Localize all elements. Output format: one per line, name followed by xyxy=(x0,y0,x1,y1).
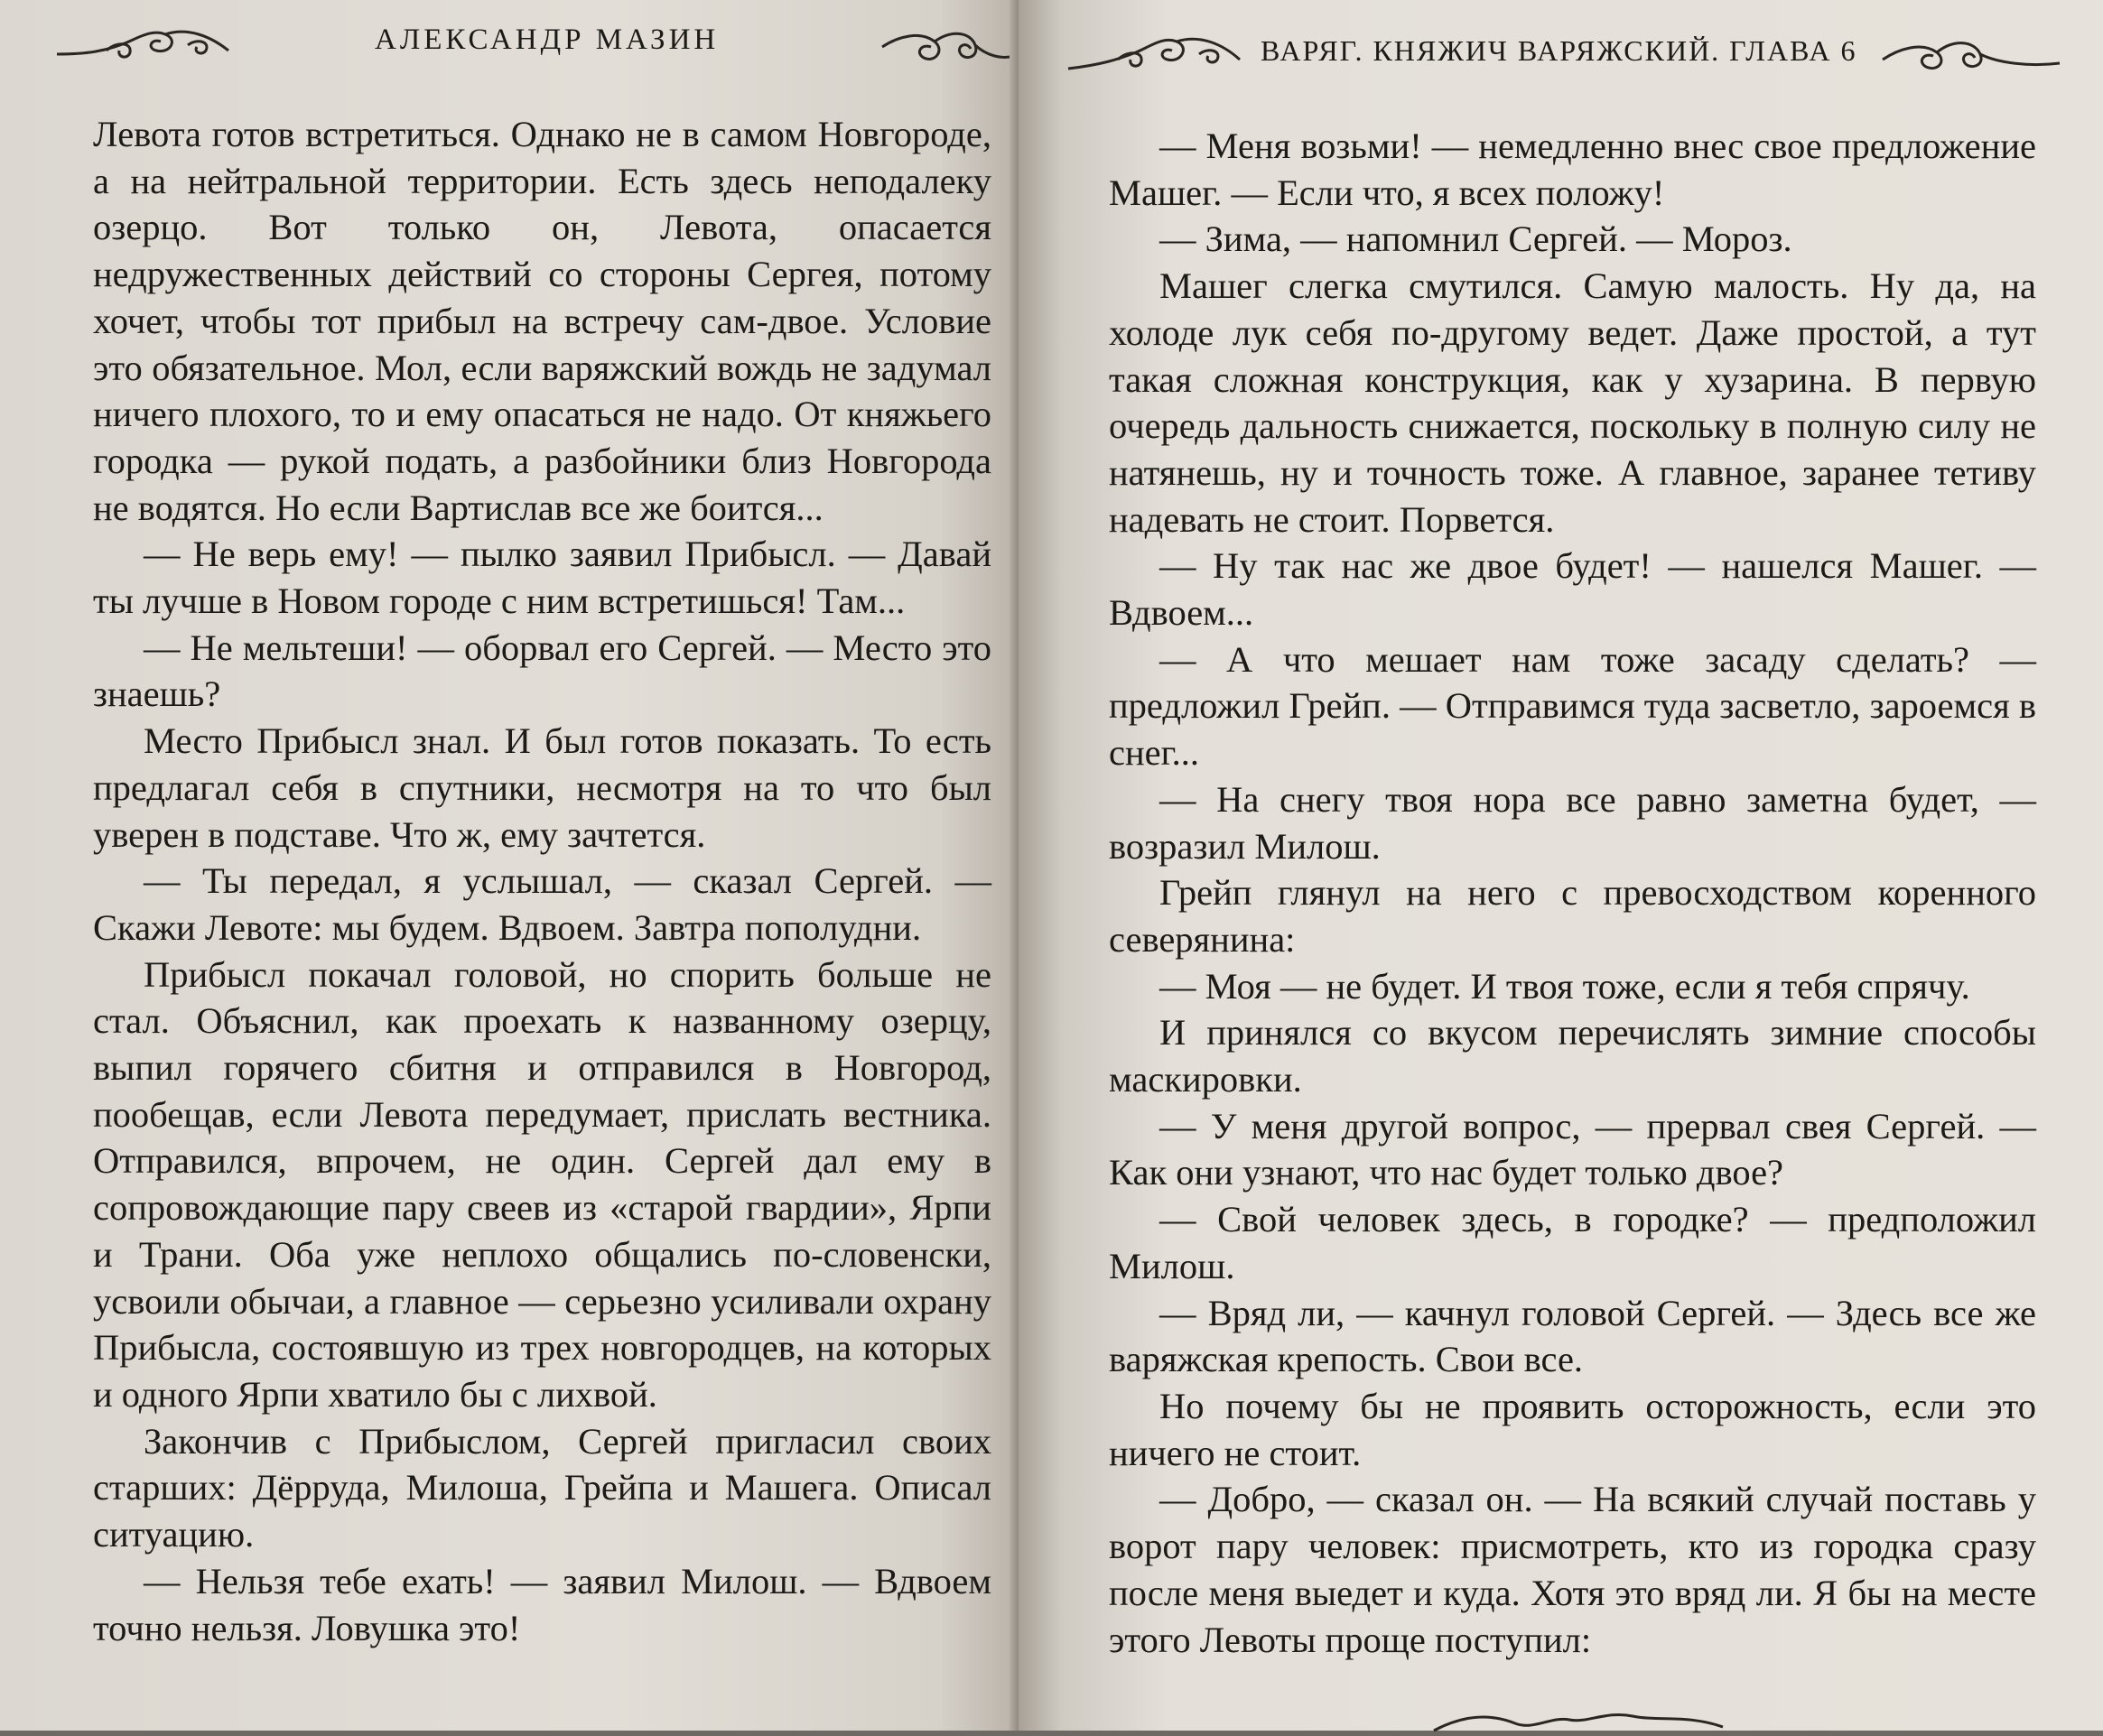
paragraph: — На снегу твоя нора все равно заметна будет, — возразил Милош. xyxy=(1109,778,2036,867)
paragraph: Левота готов встретиться. Однако не в самом Новгороде, а на нейтральной территории. Есть здесь неподалеку озерцо. Вот только он, Левота, опасается недружественных действий со стороны Сергея, потому хочет, чтобы тот прибыл на встречу сам-двое. Условие это обязательное. Мол, если варяжский вождь не задумал ничего плохого, то и ему опасаться не надо. От княжьего городка — рукой подать, а разбойники близ Новгорода не водятся. Но если Вартислав все же боится... xyxy=(93,114,991,528)
running-head-chapter: ВАРЯГ. КНЯЖИЧ ВАРЯЖСКИЙ. ГЛАВА 6 xyxy=(1261,34,1857,67)
scroll-ornament-icon xyxy=(52,23,233,63)
paragraph: — Свой человек здесь, в городке? — предположил Милош. xyxy=(1109,1199,2036,1286)
left-running-head xyxy=(0,16,1019,79)
paragraph: Место Прибысл знал. И был готов показать. То есть предлагал себя в спутники, несмотря на то что был уверен в подставе. Что ж, ему зачтется. xyxy=(93,720,991,855)
paragraph: Закончив с Прибыслом, Сергей пригласил своих старших: Дёрруда, Милоша, Грейпа и Машега. Описал ситуацию. xyxy=(93,1420,991,1555)
scroll-ornament-icon xyxy=(880,20,1016,74)
paragraph: — Не верь ему! — пылко заявил Прибысл. — Давай ты лучше в Новом городе с ним встретишься! Там... xyxy=(93,534,991,622)
right-page-text xyxy=(1109,123,2036,1663)
scroll-ornament-icon xyxy=(1064,29,1244,76)
paragraph: — Меня возьми! — немедленно внес свое предложение Машег. — Если что, я всех положу! xyxy=(1109,125,2036,213)
paragraph: Машег слегка смутился. Самую малость. Ну да, на холоде лук себя по-другому ведет. Даже простой, а тут такая сложная конструкция, как у хузарина. В первую очередь дальность снижается, поскольку в полную силу не натянешь, ну и точность тоже. А главное, заранее тетиву надевать не стоит. Порвется. xyxy=(1109,265,2036,540)
paragraph: Грейп глянул на него с превосходством коренного северянина: xyxy=(1109,872,2036,960)
paragraph: — А что мешает нам тоже засаду сделать? — предложил Грейп. — Отправимся туда засветло, зароемся в снег... xyxy=(1109,638,2036,774)
paragraph: — Ну так нас же двое будет! — нашелся Машег. — Вдвоем... xyxy=(1109,545,2036,634)
scroll-ornament-icon xyxy=(1881,27,2061,74)
paragraph: — Зима, — напомнил Сергей. — Мороз. xyxy=(1159,218,1792,260)
paragraph: — Нельзя тебе ехать! — заявил Милош. — Вдвоем точно нельзя. Ловушка это! xyxy=(93,1560,991,1648)
paragraph: — Вряд ли, — качнул головой Сергей. — Здесь все же варяжская крепость. Свои все. xyxy=(1109,1292,2036,1380)
right-running-head xyxy=(1019,16,2103,79)
paragraph: — У меня другой вопрос, — прервал свея Сергей. — Как они узнают, что нас будет только двое? xyxy=(1109,1105,2036,1193)
paragraph: Но почему бы не проявить осторожность, если это ничего не стоит. xyxy=(1109,1385,2036,1473)
left-page xyxy=(0,0,1019,1731)
paragraph: Прибысл покачал головой, но спорить больше не стал. Объяснил, как проехать к названному озерцу, выпил горячего сбитня и отправился в Новгород, пообещав, если Левота передумает, прислать вестника. Отправился, впрочем, не один. Сергей дал ему в сопровождающие пару свеев из «старой гвардии», Ярпи и Трани. Оба уже неплохо общались по-словенски, усвоили обычаи, а главное — серьезно усиливали охрану Прибысла, состоявшую из трех новгородцев, на которых и одного Ярпи хватило бы с лихвой. xyxy=(93,953,991,1415)
right-page xyxy=(1019,0,2103,1731)
paragraph: И принялся со вкусом перечислять зимние способы маскировки. xyxy=(1109,1012,2036,1100)
paragraph: — Моя — не будет. И твоя тоже, если я тебя спрячу. xyxy=(1159,965,1970,1007)
left-page-text xyxy=(93,111,991,1651)
running-head-author: АЛЕКСАНДР МАЗИН xyxy=(375,23,720,56)
paragraph: — Ты передал, я услышал, — сказал Сергей. — Скажи Левоте: мы будем. Вдвоем. Завтра пополудни. xyxy=(93,860,991,948)
paragraph: — Добро, — сказал он. — На всякий случай поставь у ворот пару человек: присмотреть, кто из городка сразу после меня выедет и куда. Хотя это вряд ли. Я бы на месте этого Левоты проще поступил: xyxy=(1109,1479,2036,1660)
scroll-ornament-icon xyxy=(1425,1704,1732,1736)
paragraph: — Не мельтеши! — оборвал его Сергей. — Место это знаешь? xyxy=(93,627,991,715)
